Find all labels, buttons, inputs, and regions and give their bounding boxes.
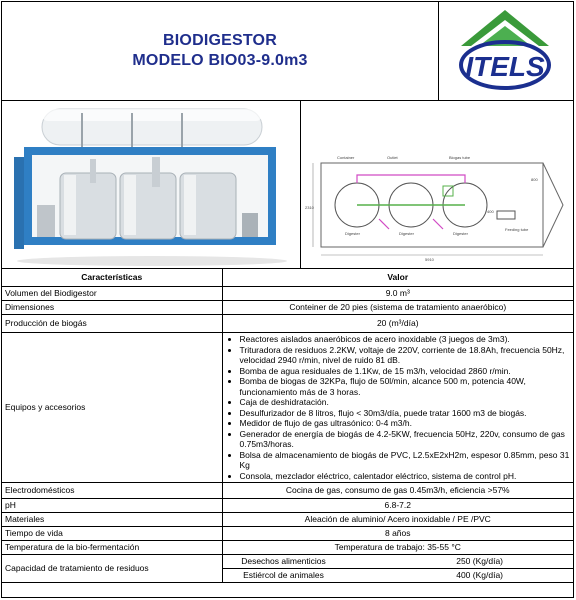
row-value: Cocina de gas, consumo de gas 0.45m3/h, eficiencia >57% xyxy=(222,483,573,499)
row-value: 20 (m³/día) xyxy=(222,315,573,333)
svg-text:Outlet: Outlet xyxy=(387,155,398,160)
row-label: Capacidad de tratamiento de residuos xyxy=(2,555,222,583)
column-header: Valor xyxy=(222,269,573,287)
svg-text:Digester: Digester xyxy=(453,231,468,236)
title-block xyxy=(2,2,439,100)
table-row xyxy=(2,541,573,555)
svg-text:2310: 2310 xyxy=(305,205,314,210)
sub-row-value: 400 (Kg/día) xyxy=(456,570,503,581)
table-row xyxy=(2,555,573,583)
row-value xyxy=(222,555,573,583)
svg-text:Biogas tube: Biogas tube xyxy=(449,155,471,160)
row-label: Producción de biogás xyxy=(2,315,222,333)
svg-text:5910: 5910 xyxy=(425,257,434,262)
list-item: • Reactores aislados anaeróbicos de acero inoxidable (3 juegos de 3m3). xyxy=(240,334,571,345)
list-item: • Bolsa de almacenamiento de biogás de PVC, L2.5xE2xH2m, espesor 0.85mm, peso 31 Kg xyxy=(240,450,571,471)
sub-row-value: 250 (Kg/día) xyxy=(456,556,503,567)
list-item: • Bomba de biogas de 32KPa, flujo de 50l/min, alcance 500 m, potencia 40W, funcionamiento más de 3 horas. xyxy=(240,376,571,397)
column-header: Características xyxy=(2,269,222,287)
svg-text:Feeding tube: Feeding tube xyxy=(505,227,529,232)
list-item: • Medidor de flujo de gas ultrasónico: 0-4 m3/h. xyxy=(240,418,571,429)
svg-text:Digester: Digester xyxy=(399,231,414,236)
svg-text:Container: Container xyxy=(337,155,355,160)
image-row xyxy=(2,101,573,269)
list-item: • Consola, mezclador eléctrico, calentador eléctrico, sistema de control pH. xyxy=(240,471,571,482)
row-value: 8 años xyxy=(222,527,573,541)
sub-row xyxy=(223,568,574,582)
sub-row-label: Desechos alimenticios xyxy=(241,556,326,567)
table-row xyxy=(2,333,573,483)
svg-text:400: 400 xyxy=(487,209,494,214)
list-item: • Desulfurizador de 8 litros, flujo < 30m3/día, puede tratar 1600 m3 de biogás. xyxy=(240,408,571,419)
sub-row-label: Estiércol de animales xyxy=(243,570,324,581)
row-value: Temperatura de trabajo: 35-55 °C xyxy=(222,541,573,555)
row-label: Equipos y accesorios xyxy=(2,333,222,483)
page-title: BIODIGESTOR xyxy=(163,32,277,49)
header xyxy=(2,2,573,101)
row-value: 6.8-7.2 xyxy=(222,499,573,513)
technical-drawing xyxy=(301,101,573,268)
table-row xyxy=(2,513,573,527)
table-row xyxy=(2,527,573,541)
table-row xyxy=(2,287,573,301)
row-label: Electrodomésticos xyxy=(2,483,222,499)
spec-sheet xyxy=(1,1,574,598)
itels-logo xyxy=(439,2,573,100)
row-value xyxy=(222,333,573,483)
sub-row xyxy=(223,555,574,568)
list-item: • Bomba de agua residuales de 1.1Kw, de 15 m3/h, velocidad 2860 r/min. xyxy=(240,366,571,377)
list-item: • Generador de energía de biogás de 4.2-5KW, frecuencia 50Hz, 220v, consumo de gas 0.75m3/horas. xyxy=(240,429,571,450)
biodigester-photo xyxy=(2,101,301,268)
row-label: Volumen del Biodigestor xyxy=(2,287,222,301)
list-item: • Trituradora de residuos 2.2KW, voltaje de 220V, corriente de 18.8Ah, frecuencia 50Hz, velocidad 2940 r/min, nivel de ruido 81 dB. xyxy=(240,345,571,366)
row-label: Dimensiones xyxy=(2,301,222,315)
equipment-list xyxy=(226,334,571,481)
spec-table xyxy=(2,269,573,583)
logo-text: ITELS xyxy=(465,51,545,82)
table-row xyxy=(2,499,573,513)
svg-text:Digester: Digester xyxy=(345,231,360,236)
row-value: 9.0 m³ xyxy=(222,287,573,301)
list-item: • Caja de deshidratación. xyxy=(240,397,571,408)
row-label: Temperatura de la bio-fermentación xyxy=(2,541,222,555)
table-row xyxy=(2,301,573,315)
table-row xyxy=(2,315,573,333)
model-subtitle: MODELO BIO03-9.0m3 xyxy=(132,52,308,69)
row-value: Conteiner de 20 pies (sistema de tratamiento anaeróbico) xyxy=(222,301,573,315)
svg-text:800: 800 xyxy=(531,177,538,182)
row-label: pH xyxy=(2,499,222,513)
table-row xyxy=(2,483,573,499)
table-header-row xyxy=(2,269,573,287)
row-label: Tiempo de vida xyxy=(2,527,222,541)
row-value: Aleación de aluminio/ Acero inoxidable / PE /PVC xyxy=(222,513,573,527)
row-label: Materiales xyxy=(2,513,222,527)
